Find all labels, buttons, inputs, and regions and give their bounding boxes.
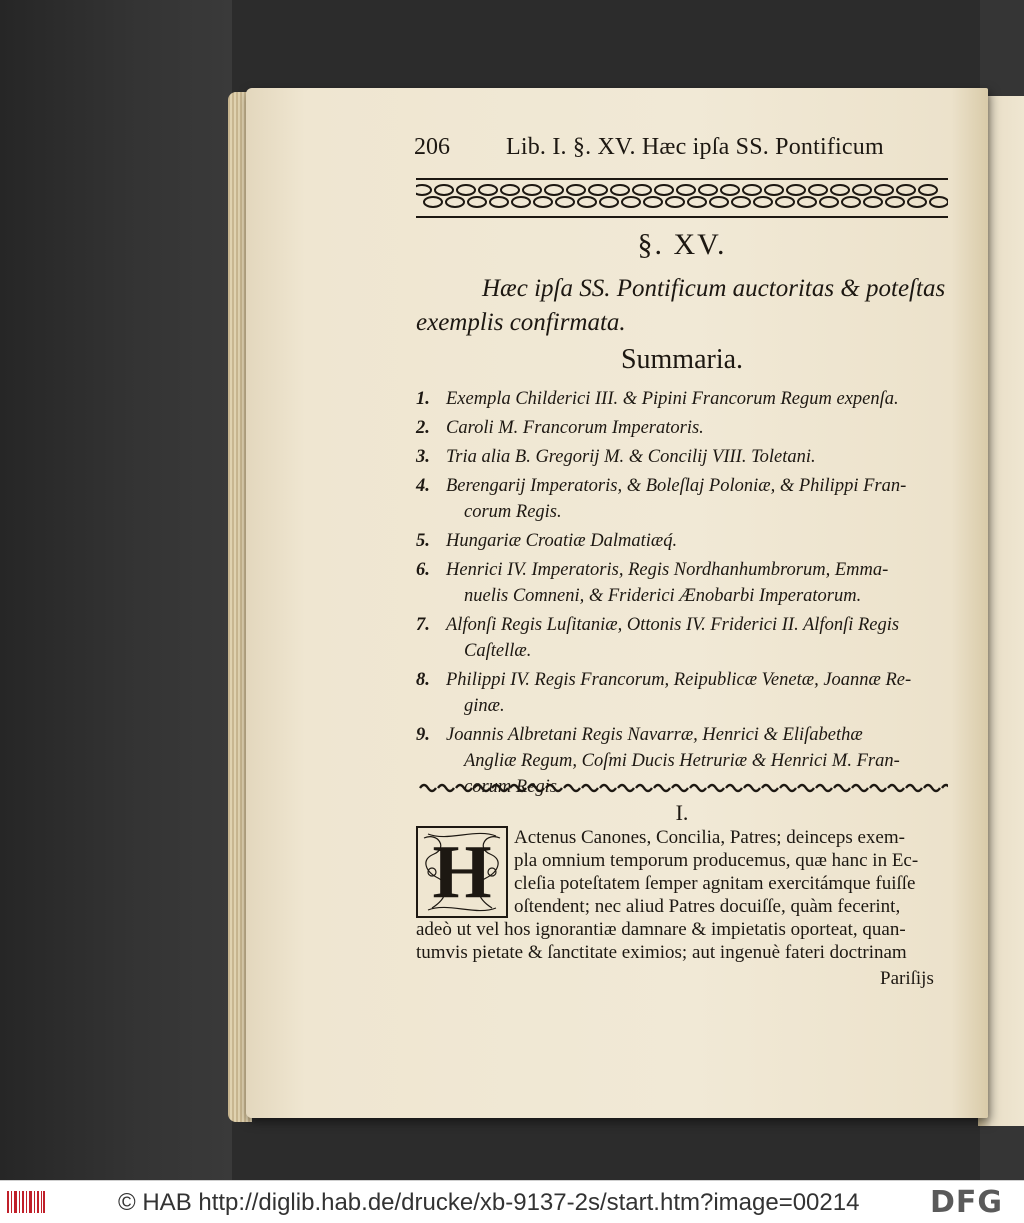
ornament-knot xyxy=(510,785,526,791)
ornament-link xyxy=(743,185,761,195)
ornament-link xyxy=(787,185,805,195)
ornament-link xyxy=(864,197,882,207)
ornament-knot xyxy=(726,785,742,791)
summary-item-number: 6. xyxy=(416,560,430,580)
ornament-knot xyxy=(834,785,850,791)
summary-list xyxy=(416,386,952,803)
ornament-link xyxy=(666,197,684,207)
summary-item-number: 1. xyxy=(416,389,430,409)
catchword: Pariſijs xyxy=(880,968,934,989)
running-title: Lib. I. §. XV. Hæc ipſa SS. Pontificum xyxy=(506,134,884,160)
ornament-knot xyxy=(564,785,580,791)
ornament-link xyxy=(633,185,651,195)
ornament-link xyxy=(622,197,640,207)
ornament-knot xyxy=(708,785,724,791)
source-credit-link[interactable]: © HAB http://diglib.hab.de/drucke/xb-9137-2s/start.htm?image=00214 xyxy=(118,1189,860,1216)
ornament-link xyxy=(416,185,431,195)
section-heading: §. XV. xyxy=(637,228,727,261)
ornament-knot xyxy=(888,785,904,791)
ornament-link xyxy=(798,197,816,207)
summaria-heading: Summaria. xyxy=(620,344,744,375)
ornament-knot xyxy=(636,785,652,791)
ornament-link xyxy=(611,185,629,195)
scan-backdrop-left xyxy=(0,0,232,1180)
summary-item xyxy=(416,444,952,470)
subtitle-line: exemplis confirmata. xyxy=(416,309,626,336)
ornament-knot xyxy=(798,785,814,791)
initial-letter: H xyxy=(432,830,492,914)
ornament-link xyxy=(655,185,673,195)
ornament-knot xyxy=(618,785,634,791)
paragraph-number: I. xyxy=(675,800,689,825)
summary-item-text: Henrici IV. Imperatoris, Regis Nordhanhumbrorum, Emma- xyxy=(446,560,889,580)
ornament-link xyxy=(567,185,585,195)
ornament-link xyxy=(688,197,706,207)
ornament-link xyxy=(677,185,695,195)
ornament-link xyxy=(732,197,750,207)
ornament-link xyxy=(578,197,596,207)
ornament-knot xyxy=(906,785,922,791)
viewer-footer xyxy=(0,1180,1024,1223)
ornament-knot xyxy=(780,785,796,791)
ornament-knot xyxy=(528,785,544,791)
summary-item xyxy=(416,667,952,719)
summary-item-text: corum Regis. xyxy=(464,502,562,522)
summary-item xyxy=(416,557,952,609)
ornament-link xyxy=(908,197,926,207)
ornament-knot xyxy=(672,785,688,791)
ornament-link xyxy=(699,185,717,195)
ornament-link xyxy=(754,197,772,207)
ornament-link xyxy=(919,185,937,195)
summary-item xyxy=(416,386,952,412)
summary-item-text: nuelis Comneni, & Friderici Ænobarbi Imperatorum. xyxy=(464,586,862,606)
ornament-knot xyxy=(744,785,760,791)
summary-item-number: 7. xyxy=(416,615,430,635)
ornament-link xyxy=(468,197,486,207)
ornament-link xyxy=(446,197,464,207)
summary-item-text: Caſtellæ. xyxy=(464,641,532,661)
ornament-link xyxy=(490,197,508,207)
ornament-link xyxy=(875,185,893,195)
ornament-knot xyxy=(438,785,454,791)
summary-item-text: Alfonſi Regis Luſitaniæ, Ottonis IV. Friderici II. Alfonſi Regis xyxy=(446,615,900,635)
ornament-knot xyxy=(456,785,472,791)
ornamental-headpiece xyxy=(416,178,948,218)
ornament-link xyxy=(710,197,728,207)
ornament-knot xyxy=(474,785,490,791)
ornament-link xyxy=(545,185,563,195)
running-head xyxy=(414,134,944,168)
ornament-knot xyxy=(690,785,706,791)
dfg-logo: DFG xyxy=(930,1185,1004,1220)
ornament-knot xyxy=(420,785,436,791)
summary-item-text: Philippi IV. Regis Francorum, Reipublicæ Venetæ, Joannæ Re- xyxy=(446,670,912,690)
ornament-link xyxy=(435,185,453,195)
ornamental-rule xyxy=(416,780,948,794)
summary-item-text: Angliæ Regum, Coſmi Ducis Hetruriæ & Henrici M. Fran- xyxy=(464,751,900,771)
body-line: oſtendent; nec aliud Patres docuiſſe, quàm fecerint, xyxy=(514,896,901,917)
ornament-link xyxy=(930,197,948,207)
summary-item xyxy=(416,473,952,525)
summary-item xyxy=(416,528,952,554)
ornament-link xyxy=(886,197,904,207)
summary-item-text: ginæ. xyxy=(464,696,505,716)
ornament-link xyxy=(820,197,838,207)
body-line: adeò ut vel hos ignorantiæ damnare & impietatis oporteat, quan- xyxy=(416,919,906,940)
ornament-knot xyxy=(762,785,778,791)
ornament-link xyxy=(842,197,860,207)
summary-item-text: Caroli M. Francorum Imperatoris. xyxy=(446,418,704,438)
summary-item xyxy=(416,612,952,664)
section-subtitle xyxy=(416,272,952,340)
summary-item xyxy=(416,415,952,441)
ornament-link xyxy=(457,185,475,195)
ornament-knot xyxy=(546,785,562,791)
ornament-link xyxy=(512,197,530,207)
ornament-knot xyxy=(870,785,886,791)
ornament-link xyxy=(523,185,541,195)
ornament-link xyxy=(501,185,519,195)
barcode-icon xyxy=(6,1189,46,1215)
ornament-link xyxy=(644,197,662,207)
ornament-link xyxy=(897,185,915,195)
subtitle-line: Hæc ipſa SS. Pontificum auctoritas & poteſtas xyxy=(482,275,946,302)
page-number: 206 xyxy=(414,134,450,160)
ornament-link xyxy=(534,197,552,207)
ornament-link xyxy=(589,185,607,195)
summary-item-number: 9. xyxy=(416,725,430,745)
summary-item-text: Exempla Childerici III. & Pipini Francorum Regum expenſa. xyxy=(446,389,899,409)
ornament-knot xyxy=(924,785,940,791)
summary-item-number: 2. xyxy=(416,418,430,438)
ornament-knot xyxy=(582,785,598,791)
summary-item-text: corum Regis. xyxy=(464,777,562,797)
ornament-link xyxy=(853,185,871,195)
body-line: Actenus Canones, Concilia, Patres; deinceps exem- xyxy=(514,827,905,848)
ornament-link xyxy=(776,197,794,207)
body-line: tumvis pietate & ſanctitate eximios; aut ingenuè fateri doctrinam xyxy=(416,942,907,963)
summary-item-text: Joannis Albretani Regis Navarræ, Henrici & Eliſabethæ xyxy=(446,725,863,745)
ornament-link xyxy=(831,185,849,195)
ornament-link xyxy=(479,185,497,195)
ornament-link xyxy=(600,197,618,207)
ornament-knot xyxy=(852,785,868,791)
summary-item-number: 4. xyxy=(416,476,430,496)
body-line: pla omnium temporum producemus, quæ hanc in Ec- xyxy=(514,850,919,871)
summary-item-number: 5. xyxy=(416,531,430,551)
ornament-link xyxy=(721,185,739,195)
ornament-knot xyxy=(942,785,948,791)
summary-item-text: Berengarij Imperatoris, & Boleſlaj Poloniæ, & Philippi Fran- xyxy=(446,476,907,496)
decorated-initial xyxy=(416,826,508,918)
ornament-link xyxy=(809,185,827,195)
body-line: cleſia poteſtatem ſemper agnitam exercitámque fuiſſe xyxy=(514,873,916,894)
summary-item-number: 8. xyxy=(416,670,430,690)
ornament-knot xyxy=(492,785,508,791)
ornament-knot xyxy=(654,785,670,791)
summary-item-text: Tria alia B. Gregorij M. & Concilij VIII. Toletani. xyxy=(446,447,816,467)
summary-item-text: Hungariæ Croatiæ Dalmatiæq́. xyxy=(446,531,678,551)
ornament-link xyxy=(424,197,442,207)
summary-item-number: 3. xyxy=(416,447,430,467)
ornament-knot xyxy=(600,785,616,791)
ornament-link xyxy=(765,185,783,195)
ornament-link xyxy=(556,197,574,207)
ornament-knot xyxy=(816,785,832,791)
